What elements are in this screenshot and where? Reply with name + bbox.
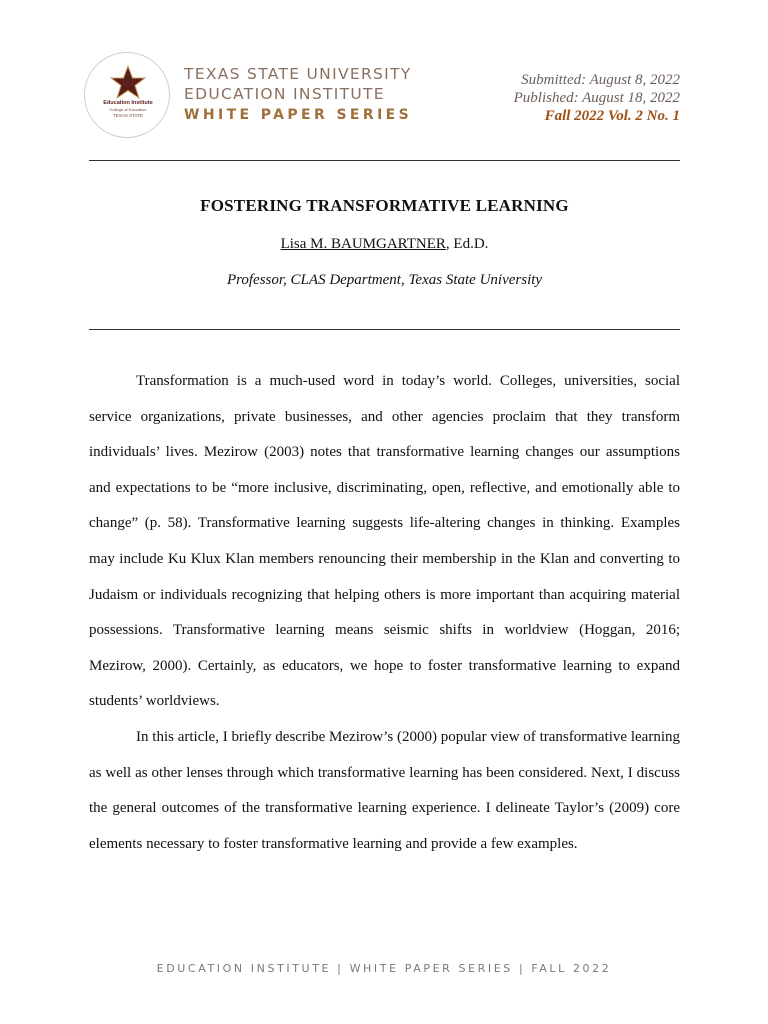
series-brand	[184, 64, 412, 126]
page-header	[84, 52, 680, 142]
issue-info: Fall 2022 Vol. 2 No. 1	[544, 108, 680, 124]
publication-meta	[514, 71, 680, 125]
series-name: WHITE PAPER SERIES	[184, 107, 413, 123]
institute-name: EDUCATION INSTITUTE	[184, 85, 385, 103]
seal-text-line1: Education Institute	[103, 100, 153, 106]
article-title: FOSTERING TRANSFORMATIVE LEARNING	[200, 196, 569, 215]
submitted-date: Submitted: August 8, 2022	[521, 72, 680, 88]
body-paragraph: Transformation is a much-used word in today’s world. Colleges, universities, social service organizations, private businesses, and other agencies proclaim that they transform individuals’ lives. Mezirow (2003) notes that transformative learning changes our assumptions and expectations to be “more inclusive, discriminating, open, reflective, and emotionally able to change” (p. 58). Transformative learning suggests life-altering changes in thinking. Examples may include Ku Klux Klan members renouncing their membership in the Klan and converting to Judaism or individuals recognizing that helping others is more important than acquiring material possessions. Transformative learning means seismic shifts in worldview (Hoggan, 2016; Mezirow, 2000). Certainly, as educators, we hope to foster transformative learning to expand students’ worldviews.	[89, 373, 680, 710]
body-paragraph: In this article, I briefly describe Mezirow’s (2000) popular view of transformative learning as well as other lenses through which transformative learning has been considered. Next, I discuss the general outcomes of the transformative learning experience. I delineate Taylor’s (2009) core elements necessary to foster transformative learning and provide a few examples.	[89, 728, 680, 852]
published-date: Published: August 18, 2022	[513, 90, 680, 106]
author-degree: , Ed.D.	[445, 236, 489, 252]
title-divider	[89, 329, 680, 330]
seal-text-line3: TEXAS STATE	[113, 113, 143, 118]
star-icon	[107, 65, 149, 101]
page-footer: EDUCATION INSTITUTE | WHITE PAPER SERIES | FALL 2022	[156, 962, 612, 975]
institute-seal-logo	[84, 52, 170, 138]
article-body	[89, 364, 680, 862]
author-name[interactable]: Lisa M. BAUMGARTNER	[280, 236, 446, 252]
author-affiliation: Professor, CLAS Department, Texas State University	[226, 272, 543, 288]
seal-text-line2: College of Education	[109, 107, 147, 112]
author-line	[89, 236, 680, 253]
header-divider	[89, 160, 680, 161]
university-name: TEXAS STATE UNIVERSITY	[184, 65, 412, 83]
